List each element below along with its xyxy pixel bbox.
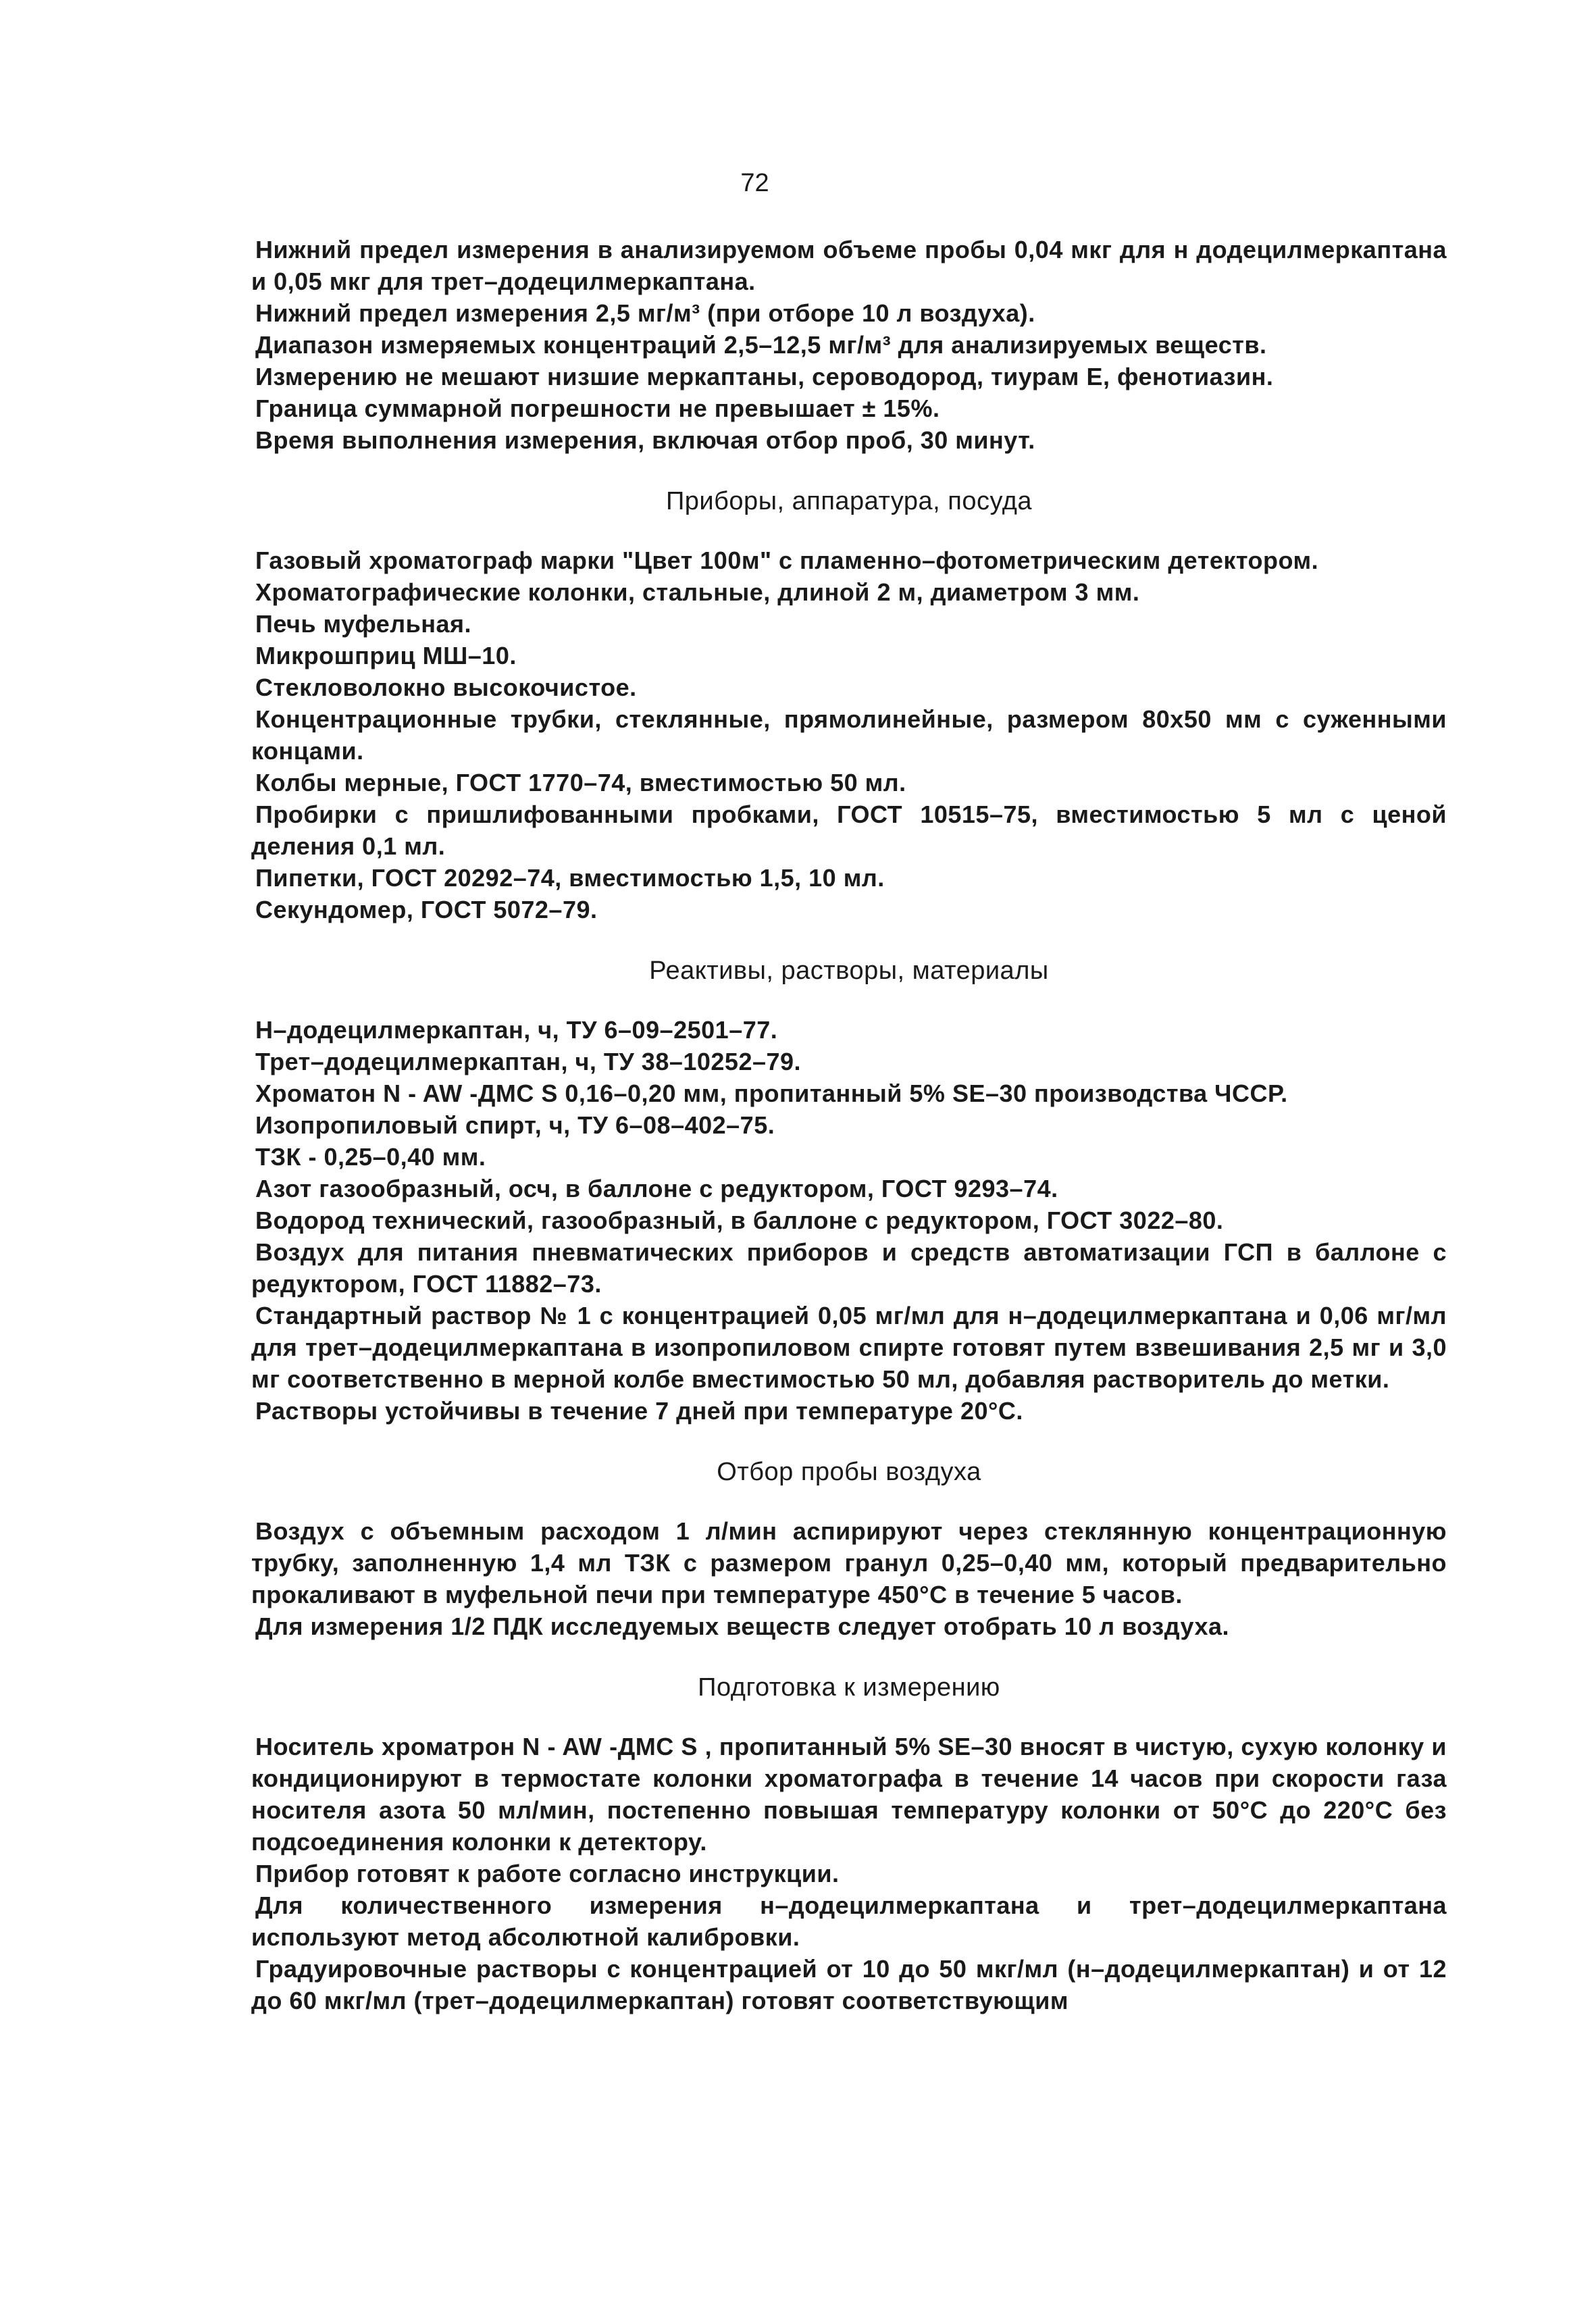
paragraph: Колбы мерные, ГОСТ 1770–74, вместимостью 50 мл. [255,769,906,796]
paragraph: Граница суммарной погрешности не превышает ± 15%. [255,395,940,422]
section-sampling [251,1456,1447,1642]
paragraph: Пипетки, ГОСТ 20292–74, вместимостью 1,5, 10 мл. [255,864,885,892]
paragraph: Прибор готовят к работе согласно инструкции. [255,1860,840,1887]
section-equipment [251,486,1447,925]
paragraph: Для измерения 1/2 ПДК исследуемых веществ следует отобрать 10 л воздуха. [255,1612,1229,1640]
paragraph: Пробирки с пришлифованными пробками, ГОСТ 10515–75, вместимостью 5 мл с ценой деления 0,1 мл. [251,800,1447,860]
paragraph: Измерению не мешают низшие меркаптаны, сероводород, тиурам Е, фенотиазин. [255,363,1274,390]
paragraph: Изопропиловый спирт, ч, ТУ 6–08–402–75. [255,1111,775,1139]
section-reagents [251,955,1447,1427]
paragraph: Носитель хроматрон N - AW -ДМС S , пропитанный 5% SE–30 вносят в чистую, сухую колонку и кондиционируют в термостате колонки хроматографа в течение 14 часов при скорости газа носителя азота 50 мл/мин, постепенно повышая температуру колонки от 50°С до 220°С без подсоединения колонки к детектору. [251,1733,1447,1856]
intro-block [251,234,1447,456]
paragraph: Воздух с объемным расходом 1 л/мин аспирируют через стеклянную концентрационную трубку, заполненную 1,4 мл ТЗК с размером гранул 0,25–0,40 мм, который предварительно прокаливают в муфельной печи при температуре 450°С в течение 5 часов. [251,1517,1447,1608]
paragraph: Нижний предел измерения в анализируемом объеме пробы 0,04 мкг для н додецилмеркаптана и 0,05 мкг для трет–додецилмеркаптана. [251,236,1447,295]
paragraph: Трет–додецилмеркаптан, ч, ТУ 38–10252–79. [255,1048,802,1075]
paragraph: Для количественного измерения н–додецилмеркаптана и трет–додецилмеркаптана используют метод абсолютной калибровки. [251,1891,1447,1951]
paragraph: Печь муфельная. [255,610,472,638]
paragraph: ТЗК - 0,25–0,40 мм. [255,1143,486,1171]
section-heading: Отбор пробы воздуха [717,1458,981,1486]
paragraph: Н–додецилмеркаптан, ч, ТУ 6–09–2501–77. [255,1016,778,1044]
document-body [251,234,1447,2016]
paragraph: Хроматон N - AW -ДМС S 0,16–0,20 мм, пропитанный 5% SE–30 производства ЧССР. [255,1079,1288,1107]
paragraph: Стандартный раствор № 1 с концентрацией 0,05 мг/мл для н–додецилмеркаптана и 0,06 мг/мл для трет–додецилмеркаптана в изопропиловом спирте готовят путем взвешивания 2,5 мг и 3,0 мг соответственно в мерной колбе вместимостью 50 мл, добавляя растворитель до метки. [251,1302,1447,1393]
section-heading: Приборы, аппаратура, посуда [665,487,1033,515]
section-preparation [251,1672,1447,2016]
paragraph: Нижний предел измерения 2,5 мг/м³ (при отборе 10 л воздуха). [255,299,1035,327]
paragraph: Градуировочные растворы с концентрацией от 10 до 50 мкг/мл (н–додецилмеркаптан) и от 12 до 60 мкг/мл (трет–додецилмеркаптан) готовят соответствующим [251,1955,1447,2014]
section-heading: Подготовка к измерению [698,1673,1000,1702]
paragraph: Время выполнения измерения, включая отбор проб, 30 минут. [255,426,1035,454]
paragraph: Воздух для питания пневматических приборов и средств автоматизации ГСП в баллоне с редуктором, ГОСТ 11882–73. [251,1238,1447,1298]
paragraph: Диапазон измеряемых концентраций 2,5–12,5 мг/м³ для анализируемых веществ. [255,331,1267,359]
paragraph: Стекловолокно высокочистое. [255,673,637,701]
paragraph: Концентрационные трубки, стеклянные, прямолинейные, размером 80х50 мм с суженными концами. [251,705,1447,765]
paragraph: Азот газообразный, осч, в баллоне с редуктором, ГОСТ 9293–74. [255,1175,1058,1202]
paragraph: Газовый хроматограф марки "Цвет 100м" с пламенно–фотометрическим детектором. [255,547,1319,574]
paragraph: Микрошприц МШ–10. [255,642,517,669]
paragraph: Растворы устойчивы в течение 7 дней при температуре 20°С. [255,1397,1023,1425]
paragraph: Водород технический, газообразный, в баллоне с редуктором, ГОСТ 3022–80. [255,1206,1224,1234]
section-heading: Реактивы, растворы, материалы [649,957,1049,985]
page-number: 72 [740,169,769,197]
paragraph: Секундомер, ГОСТ 5072–79. [255,896,598,923]
paragraph: Хроматографические колонки, стальные, длиной 2 м, диаметром 3 мм. [255,578,1140,606]
